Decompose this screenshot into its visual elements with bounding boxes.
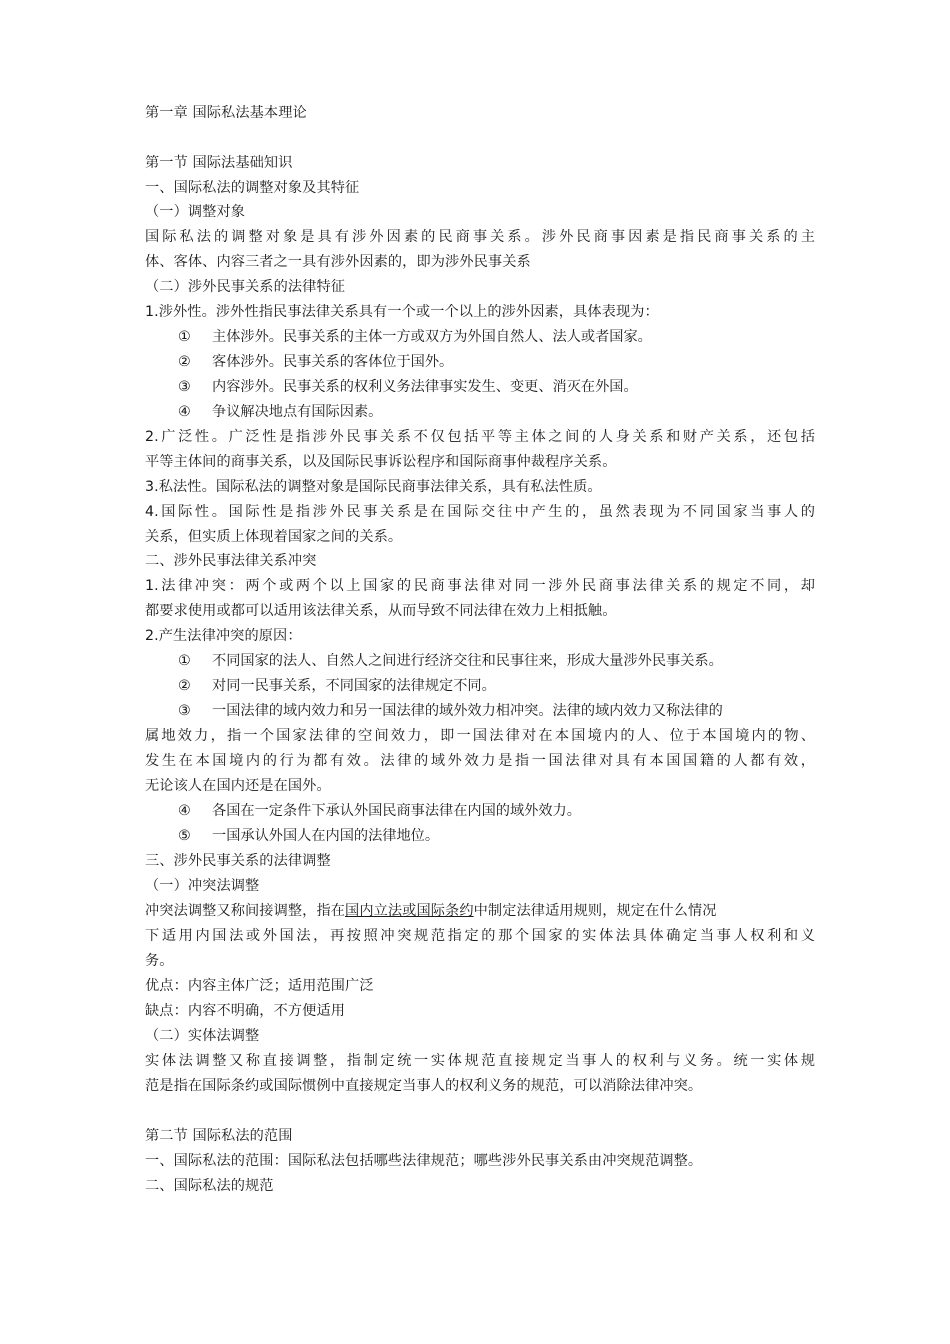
paragraph-line: 冲突法调整又称间接调整，指在国内立法或国际条约中制定法律适用规则，规定在什么情况 xyxy=(145,903,717,919)
subheading-3b: （二）实体法调整 xyxy=(145,1028,260,1044)
conflict-2: 2.产生法律冲突的原因： xyxy=(145,628,302,644)
paragraph-line: 范是指在国际条约或国际惯例中直接规定当事人的权利义务的规范，可以消除法律冲突。 xyxy=(145,1078,703,1094)
list-item: ② 客体涉外。民事关系的客体位于国外。 xyxy=(178,354,454,370)
conflict-1-line: 都要求使用或都可以适用该法律关系，从而导致不同法律在效力上相抵触。 xyxy=(145,603,617,619)
section-2-heading-1: 一、国际私法的范围：国际私法包括哪些法律规范；哪些涉外民事关系由冲突规范调整。 xyxy=(145,1153,703,1169)
list-item: ⑤ 一国承认外国人在内国的法律地位。 xyxy=(178,828,440,844)
underlined-term: 国内立法或国际条约 xyxy=(345,903,474,919)
list-item: ④ 各国在一定条件下承认外国民商事法律在内国的域外效力。 xyxy=(178,803,581,819)
heading-2: 二、涉外民事法律关系冲突 xyxy=(145,553,317,569)
list-item: ② 对同一民事关系，不同国家的法律规定不同。 xyxy=(178,678,496,694)
list-item: ③ 一国法律的域内效力和另一国法律的域外效力相冲突。法律的域内效力又称法律的 xyxy=(178,703,723,719)
chapter-title: 第一章 国际私法基本理论 xyxy=(145,105,307,121)
feature-2-line: 2.广泛性。广泛性是指涉外民事关系不仅包括平等主体之间的人身关系和财产关系，还包括 xyxy=(145,429,815,445)
disadvantages: 缺点：内容不明确，不方便适用 xyxy=(145,1003,346,1019)
list-item: ③ 内容涉外。民事关系的权利义务法律事实发生、变更、消灭在外国。 xyxy=(178,379,638,395)
paragraph-line: 务。 xyxy=(145,953,174,969)
paragraph-line: 实体法调整又称直接调整，指制定统一实体规范直接规定当事人的权利与义务。统一实体规 xyxy=(145,1053,815,1069)
list-item: ① 不同国家的法人、自然人之间进行经济交往和民事往来，形成大量涉外民事关系。 xyxy=(178,653,723,669)
section-2-heading-2: 二、国际私法的规范 xyxy=(145,1178,274,1194)
section-1-title: 第一节 国际法基础知识 xyxy=(145,155,293,171)
paragraph-line: 下适用内国法或外国法，再按照冲突规范指定的那个国家的实体法具体确定当事人权利和义 xyxy=(145,928,815,944)
conflict-1-line: 1.法律冲突：两个或两个以上国家的民商事法律对同一涉外民商事法律关系的规定不同，却 xyxy=(145,578,815,594)
section-2-title: 第二节 国际私法的范围 xyxy=(145,1128,293,1144)
feature-2-line: 平等主体间的商事关系，以及国际民事诉讼程序和国际商事仲裁程序关系。 xyxy=(145,454,617,470)
feature-1: 1.涉外性。涉外性指民事法律关系具有一个或一个以上的涉外因素，具体表现为： xyxy=(145,304,659,320)
paragraph-line: 发生在本国境内的行为都有效。法律的域外效力是指一国法律对具有本国国籍的人都有效， xyxy=(145,753,815,769)
heading-1: 一、国际私法的调整对象及其特征 xyxy=(145,180,360,196)
heading-3: 三、涉外民事关系的法律调整 xyxy=(145,853,331,869)
feature-4-line: 关系，但实质上体现着国家之间的关系。 xyxy=(145,529,403,545)
subheading-3a: （一）冲突法调整 xyxy=(145,878,260,894)
feature-3: 3.私法性。国际私法的调整对象是国际民商事法律关系，具有私法性质。 xyxy=(145,479,602,495)
paragraph-line: 无论该人在国内还是在国外。 xyxy=(145,778,331,794)
feature-4-line: 4.国际性。国际性是指涉外民事关系是在国际交往中产生的，虽然表现为不同国家当事人的 xyxy=(145,504,815,520)
paragraph-line: 属地效力，指一个国家法律的空间效力，即一国法律对在本国境内的人、位于本国境内的物、 xyxy=(145,728,815,744)
paragraph-line: 国际私法的调整对象是具有涉外因素的民商事关系。涉外民商事因素是指民商事关系的主 xyxy=(145,229,815,245)
list-item: ① 主体涉外。民事关系的主体一方或双方为外国自然人、法人或者国家。 xyxy=(178,329,652,345)
paragraph-line: 体、客体、内容三者之一具有涉外因素的，即为涉外民事关系 xyxy=(145,254,531,270)
list-item: ④ 争议解决地点有国际因素。 xyxy=(178,404,383,420)
advantages: 优点：内容主体广泛；适用范围广泛 xyxy=(145,978,374,994)
subheading-1b: （二）涉外民事关系的法律特征 xyxy=(145,279,346,295)
subheading-1a: （一）调整对象 xyxy=(145,204,246,220)
